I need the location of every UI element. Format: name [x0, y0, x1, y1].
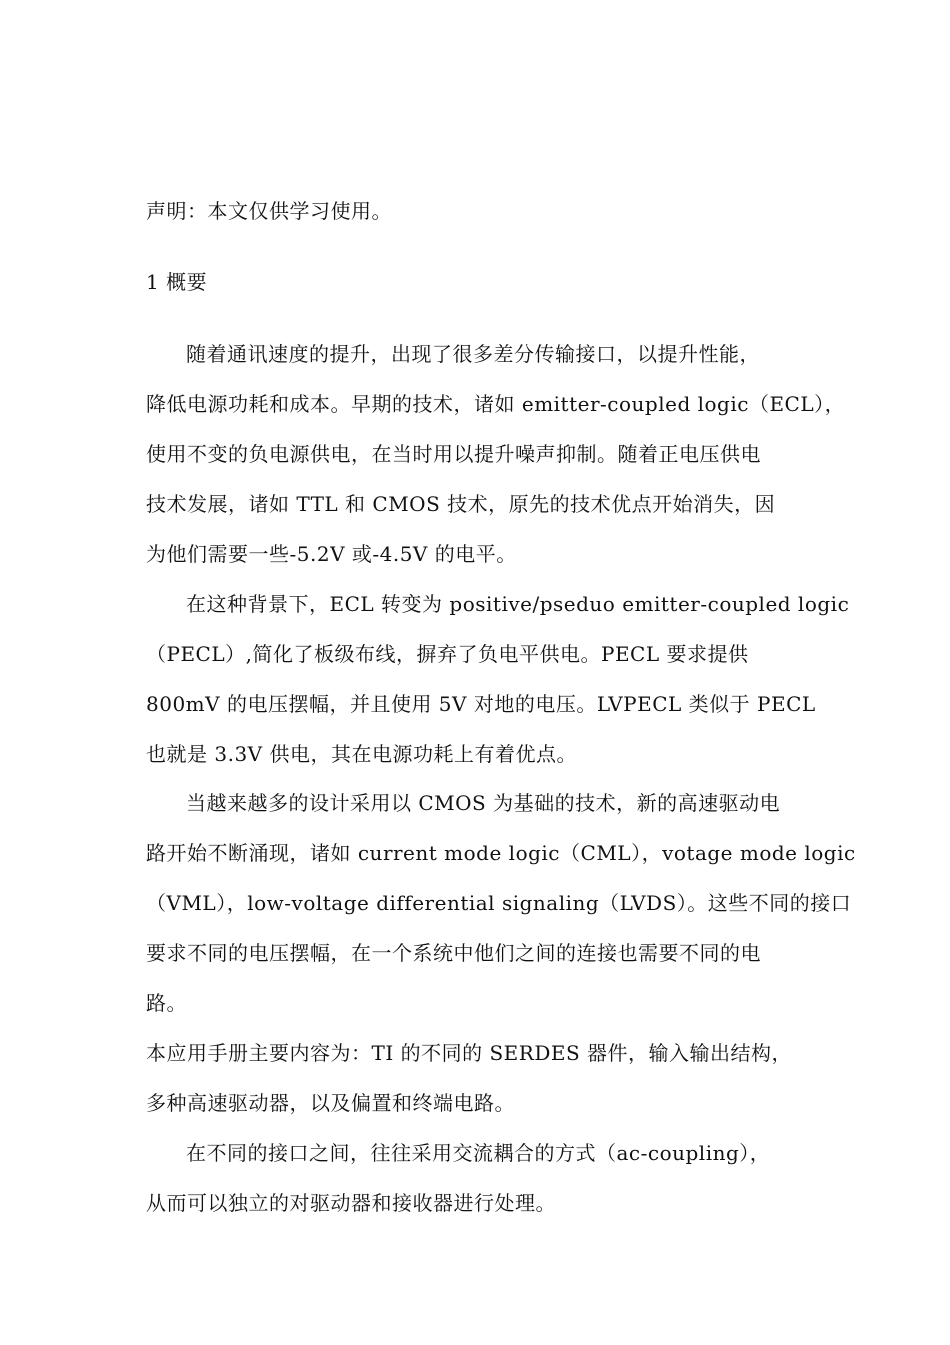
paragraph-line: 也就是 3.3V 供电，其在电源功耗上有着优点。	[146, 742, 577, 766]
paragraph-line: 本应用手册主要内容为：TI 的不同的 SERDES 器件，输入输出结构，	[146, 1041, 793, 1065]
paragraph-line: 要求不同的电压摆幅，在一个系统中他们之间的连接也需要不同的电	[146, 941, 761, 965]
paragraph-2	[146, 579, 850, 779]
paragraph-line: 从而可以独立的对驱动器和接收器进行处理。	[146, 1191, 556, 1215]
paragraph-line: 路开始不断涌现，诸如 current mode logic（CML），votage mode logic	[146, 841, 856, 865]
paragraph-line: 路。	[146, 991, 187, 1015]
paragraph-line: 在不同的接口之间，往往采用交流耦合的方式（ac-coupling），	[186, 1141, 771, 1165]
paragraph-line: 当越来越多的设计采用以 CMOS 为基础的技术，新的高速驱动电	[186, 791, 781, 815]
paragraph-3	[146, 778, 856, 1028]
section-heading-text: 1 概要	[146, 270, 208, 294]
paragraph-line: 使用不变的负电源供电，在当时用以提升噪声抑制。随着正电压供电	[146, 442, 761, 466]
paragraph-1	[146, 329, 846, 579]
paragraph-5	[146, 1128, 808, 1228]
disclaimer	[146, 186, 808, 236]
paragraph-line: 多种高速驱动器，以及偏置和终端电路。	[146, 1091, 515, 1115]
paragraph-4	[146, 1028, 808, 1128]
paragraph-line: 技术发展，诸如 TTL 和 CMOS 技术，原先的技术优点开始消失，因	[146, 492, 776, 516]
paragraph-line: 随着通讯速度的提升，出现了很多差分传输接口，以提升性能，	[186, 342, 760, 366]
paragraph-line: 800mV 的电压摆幅，并且使用 5V 对地的电压。LVPECL 类似于 PECL	[146, 692, 816, 716]
disclaimer-text: 声明：本文仅供学习使用。	[146, 199, 392, 223]
paragraph-line: 降低电源功耗和成本。早期的技术，诸如 emitter-coupled logic（ECL），	[146, 392, 846, 416]
paragraph-line: （PECL）,简化了板级布线，摒弃了负电平供电。PECL 要求提供	[146, 642, 749, 666]
paragraph-line: 为他们需要一些-5.2V 或-4.5V 的电平。	[146, 542, 517, 566]
paragraph-line: （VML），low-voltage differential signaling（LVDS）。这些不同的接口	[146, 891, 852, 915]
paragraph-line: 在这种背景下，ECL 转变为 positive/pseduo emitter-coupled logic	[186, 592, 850, 616]
section-heading	[146, 257, 808, 307]
